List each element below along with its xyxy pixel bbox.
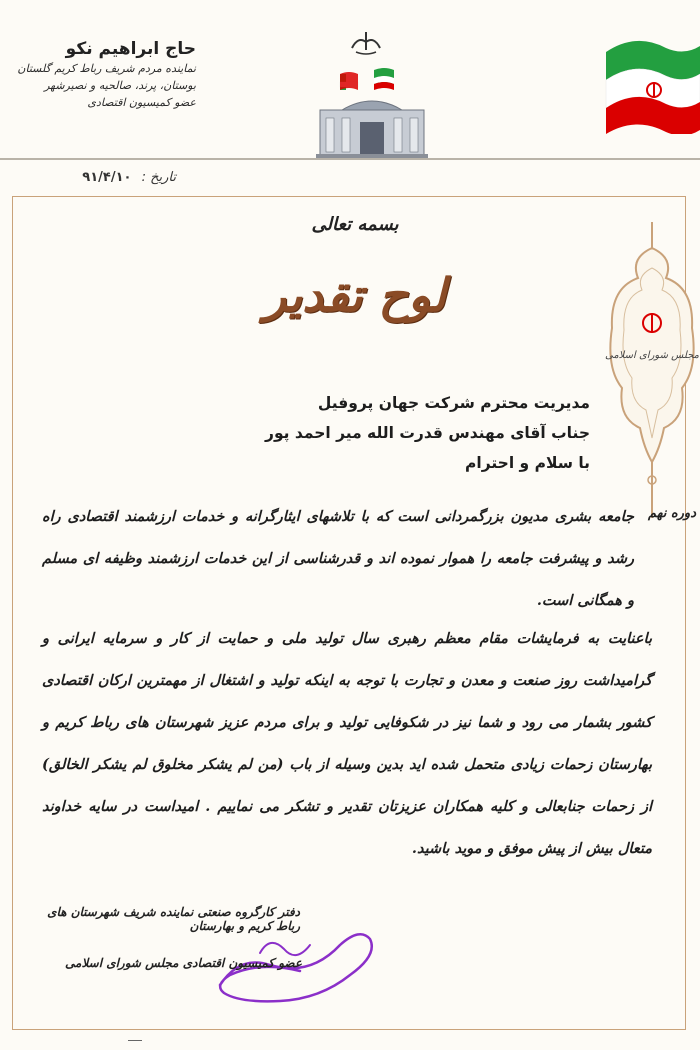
certificate-title: لوح تقدیر	[264, 268, 446, 322]
representative-block	[6, 38, 196, 111]
header-divider	[0, 158, 700, 160]
representative-districts: بوستان، پرند، صالحیه و نصیرشهر	[44, 79, 196, 92]
date-label: تاریخ :	[141, 170, 176, 185]
bismillah-heading: بسمه تعالی	[311, 214, 399, 235]
majlis-logo-medallion-icon	[604, 218, 700, 518]
date-value: ۹۱/۴/۱۰	[82, 170, 132, 185]
parliament-term-note: دوره نهم	[648, 506, 696, 521]
page-footer-mark	[128, 1032, 142, 1041]
signature-office-line: دفتر کارگروه صنعتی نماینده شریف شهرستان های رباط کریم و بهارستان	[47, 905, 300, 933]
greeting: با سلام و احترام	[465, 454, 590, 472]
body-paragraph-2: باعنایت به فرمایشات مقام معظم رهبری سال تولید ملی و حمایت از کار و سرمایه ایرانی و گرامیداشت روز صنعت و معدن و تجارت با توجه به اینکه تولید و اشتغال از مهمترین ارکان اقتصادی کشور بشمار می رود و شما نیز در شکوفایی تولید و برای مردم عزیز شهرستان های رباط کریم و بهارستان زحمات زیادی متحمل شده اید بدین وسیله از باب (من لم یشکر مخلوق لم یشکر الخالق) از زحمات جنابعالی و کلیه همکاران عزیزتان تقدیر و تشکر می نماییم . امیداست در سایه خداوند متعال بیش از پیش موفق و موید باشید.	[42, 630, 652, 857]
iran-flag-icon	[596, 22, 700, 134]
allah-emblem-icon	[346, 28, 386, 58]
parliament-building-icon	[312, 62, 432, 162]
addressee-person: جناب آقای مهندس قدرت الله میر احمد پور	[265, 424, 590, 442]
addressee-company: مدیریت محترم شرکت جهان پروفیل	[317, 394, 590, 412]
representative-title: نماینده مردم شریف رباط کریم گلستان	[17, 62, 196, 75]
representative-committee: عضو کمیسیون اقتصادی	[87, 96, 196, 109]
medallion-text: مجلس شورای اسلامی	[604, 350, 700, 361]
signature-committee-line: عضو کمیسیون اقتصادی مجلس شورای اسلامی	[65, 956, 302, 970]
body-paragraph-1: جامعه بشری مدیون بزرگمردانی است که با تلاشهای ایثارگرانه و خدمات ارزشمند اقتصادی راه رشد و پیشرفت جامعه را هموار نموده اند و قدرشناسی از این خدمات ارزشمند وظیفه ای مسلم و همگانی است.	[42, 508, 634, 609]
date-row	[36, 170, 176, 185]
representative-name: حاج ابراهیم نکو	[65, 39, 196, 59]
